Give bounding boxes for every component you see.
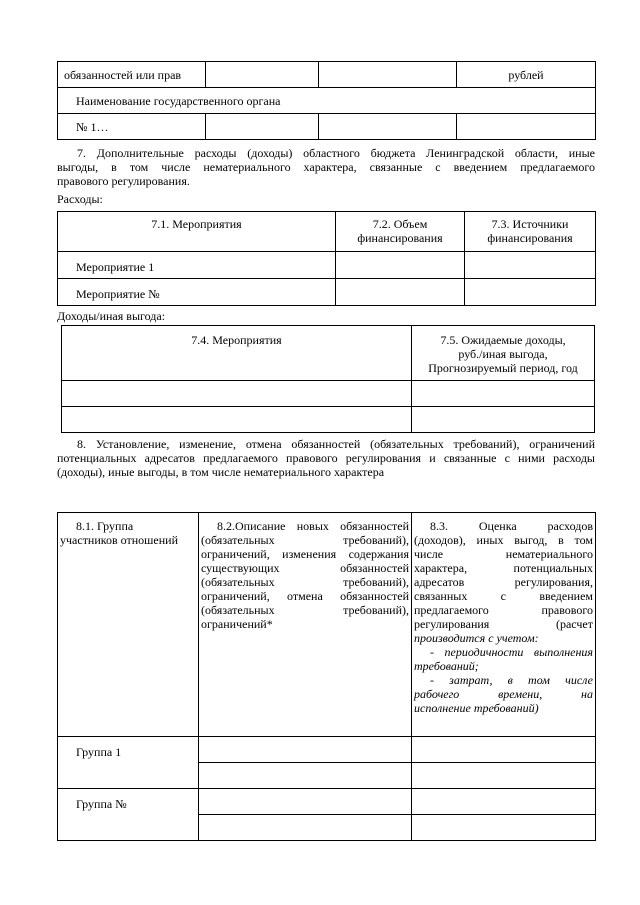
table-cell	[199, 737, 412, 763]
table-cell	[62, 407, 412, 433]
table-row	[58, 789, 199, 841]
row-label: Мероприятие №	[76, 287, 160, 301]
table-row	[58, 279, 336, 306]
top-table-cell	[319, 114, 457, 140]
row1-label: обязанностей или прав	[64, 68, 182, 82]
section8-line: потенциальных адресатов предлагаемого правового регулирования и связанные с ними расходы	[57, 451, 595, 465]
top-table-cell	[58, 88, 596, 114]
table-cell	[336, 279, 465, 306]
section8-line: 8. Установление, изменение, отмена обязанностей (обязательных требований), ограничений	[77, 437, 595, 451]
top-table-cell	[457, 114, 596, 140]
expenses-header-activities	[58, 212, 336, 252]
header-text: существующих обязанностей	[201, 561, 409, 575]
table-cell	[412, 381, 595, 407]
header-text: производится с учетом:	[414, 631, 539, 645]
header-text	[414, 617, 593, 631]
table-cell	[199, 763, 412, 789]
table-cell	[412, 763, 596, 789]
header-text: 8.1. Группа	[76, 519, 134, 533]
row-label: Группа 1	[76, 745, 122, 759]
header-text: (обязательных требований),	[201, 575, 409, 589]
header-text: - периодичности выполнения	[430, 645, 593, 659]
top-table-cell	[206, 114, 319, 140]
top-table	[57, 61, 596, 140]
income-header-activities	[62, 326, 412, 381]
section7-line: 7. Дополнительные расходы (доходы) областного бюджета Ленинградской области, иные	[77, 146, 595, 160]
groups-header-estimate	[412, 513, 596, 737]
header-text: характера, потенциальных	[414, 561, 593, 575]
expenses-header-sources	[465, 212, 596, 252]
table-cell	[412, 407, 595, 433]
groups-header-description	[199, 513, 412, 737]
header-text: числе нематериального	[414, 547, 593, 561]
header-text: финансирования	[487, 231, 573, 245]
groups-header-group	[58, 513, 199, 737]
table-cell	[465, 279, 596, 306]
header-text: - затрат, в том числе	[430, 673, 593, 687]
top-table-cell	[206, 62, 319, 88]
table-row	[58, 252, 336, 279]
income-table	[61, 325, 595, 433]
row3-label: № 1…	[76, 120, 109, 134]
table-cell	[62, 381, 412, 407]
header-text: 8.2.Описание новых обязанностей	[217, 519, 409, 533]
header-text: 7.4. Мероприятия	[191, 333, 282, 347]
header-text: ограничений, отмена обязанностей	[201, 589, 409, 603]
header-text: ограничений*	[201, 617, 273, 631]
header-text: Прогнозируемый период, год	[428, 361, 578, 375]
top-table-cell	[58, 62, 206, 88]
table-cell	[199, 789, 412, 815]
header-text: связанных с введением	[414, 589, 593, 603]
section7-line: правового регулирования.	[57, 174, 190, 188]
row-label: Мероприятие 1	[76, 260, 155, 274]
top-table-cell	[319, 62, 457, 88]
header-text: 7.3. Источники	[491, 217, 569, 231]
row1-unit: рублей	[508, 68, 544, 82]
row2-label: Наименование государственного органа	[76, 94, 281, 108]
header-text: ограничений, изменения содержания	[201, 547, 409, 561]
table-cell	[465, 252, 596, 279]
top-table-cell	[58, 114, 206, 140]
header-text: рабочего времени, на	[414, 687, 593, 701]
income-header-expected	[412, 326, 595, 381]
header-text: адресатов регулирования,	[414, 575, 593, 589]
header-text: исполнение требований)	[414, 701, 539, 715]
expenses-header-volume	[336, 212, 465, 252]
header-text: 8.3. Оценка расходов	[430, 519, 593, 533]
header-text: предлагаемого правового	[414, 603, 593, 617]
section8-paragraph	[57, 437, 595, 479]
table-row	[58, 737, 199, 789]
header-text: финансирования	[357, 231, 443, 245]
section7-paragraph	[57, 146, 595, 188]
header-text: (доходов), иных выгод, в том	[414, 533, 593, 547]
row-label: Группа №	[76, 797, 127, 811]
table-cell	[199, 815, 412, 841]
table-cell	[412, 789, 596, 815]
groups-table	[57, 512, 596, 841]
expenses-label: Расходы:	[57, 192, 103, 206]
header-text: требований;	[414, 659, 479, 673]
header-text: (обязательных требований),	[201, 533, 409, 547]
top-table-cell	[457, 62, 596, 88]
header-text: 7.2. Объем	[372, 217, 428, 231]
expenses-table	[57, 211, 596, 306]
section7-line: выгоды, в том числе нематериального характера, связанные с введением предлагаемого	[57, 160, 595, 174]
header-text: 7.1. Мероприятия	[151, 217, 242, 231]
table-cell	[336, 252, 465, 279]
header-text: (обязательных требований),	[201, 603, 409, 617]
section8-line: (доходы), иные выгоды, в том числе нематериального характера	[57, 465, 385, 479]
header-text: 7.5. Ожидаемые доходы,	[440, 333, 566, 347]
header-text: руб./иная выгода,	[458, 347, 548, 361]
header-text: участников отношений	[60, 533, 179, 547]
header-text-part: регулирования (расчет	[414, 617, 593, 631]
table-cell	[412, 815, 596, 841]
table-cell	[412, 737, 596, 763]
income-label: Доходы/иная выгода:	[57, 309, 166, 323]
